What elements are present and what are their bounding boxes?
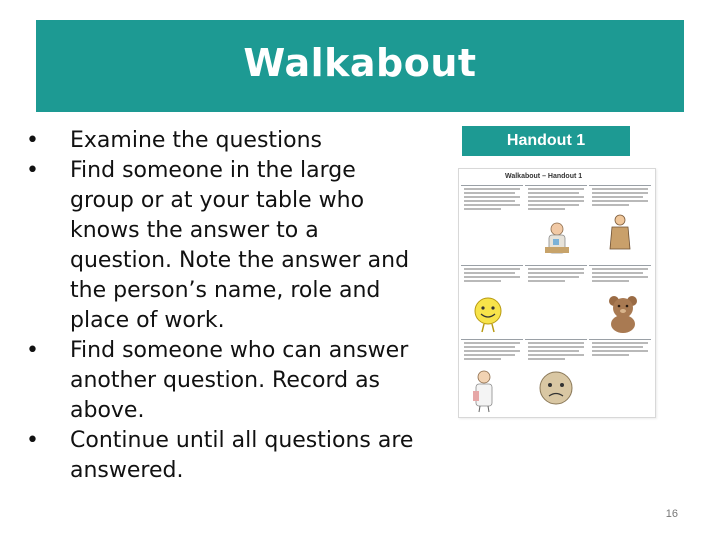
handout-cell xyxy=(525,185,587,210)
handout-cell xyxy=(589,265,651,282)
scientist-illustration-icon xyxy=(469,369,499,413)
handout-cell xyxy=(461,185,523,210)
smiley-character-icon xyxy=(471,295,505,333)
bullet-text: Continue until all questions are answered. xyxy=(70,428,414,483)
worried-face-icon xyxy=(537,369,575,407)
bullet-item xyxy=(26,156,426,336)
handout-badge: Handout 1 xyxy=(462,126,630,156)
slide-number: 16 xyxy=(665,508,678,520)
bullet-item xyxy=(26,126,426,156)
slide-title: Walkabout xyxy=(243,41,477,85)
bullet-marker: • xyxy=(26,128,39,153)
bullet-marker: • xyxy=(26,338,39,363)
bullet-marker: • xyxy=(26,158,39,183)
handout-doc-title: Walkabout – Handout 1 xyxy=(505,173,583,180)
handout-cell xyxy=(525,339,587,360)
teddy-bear-icon xyxy=(605,293,641,333)
handout-cell xyxy=(589,185,651,206)
handout-cell xyxy=(589,339,651,356)
handout-thumbnail xyxy=(458,168,656,418)
figure-illustration-icon xyxy=(607,213,633,251)
bullet-text: Find someone who can answer another question. Record as above. xyxy=(70,338,409,423)
bullet-text: Find someone in the large group or at your table who knows the answer to a question. Note the answer and the person’s name, role and place of work. xyxy=(70,158,410,333)
bullet-item xyxy=(26,336,426,426)
bullet-marker: • xyxy=(26,428,39,453)
handout-cell xyxy=(525,265,587,282)
bullet-item xyxy=(26,426,426,486)
handout-cell xyxy=(461,339,523,360)
handout-cell xyxy=(461,265,523,282)
bullet-list xyxy=(26,126,426,486)
doctor-illustration-icon xyxy=(543,221,571,259)
bullet-text: Examine the questions xyxy=(70,128,323,153)
title-banner xyxy=(36,20,684,112)
